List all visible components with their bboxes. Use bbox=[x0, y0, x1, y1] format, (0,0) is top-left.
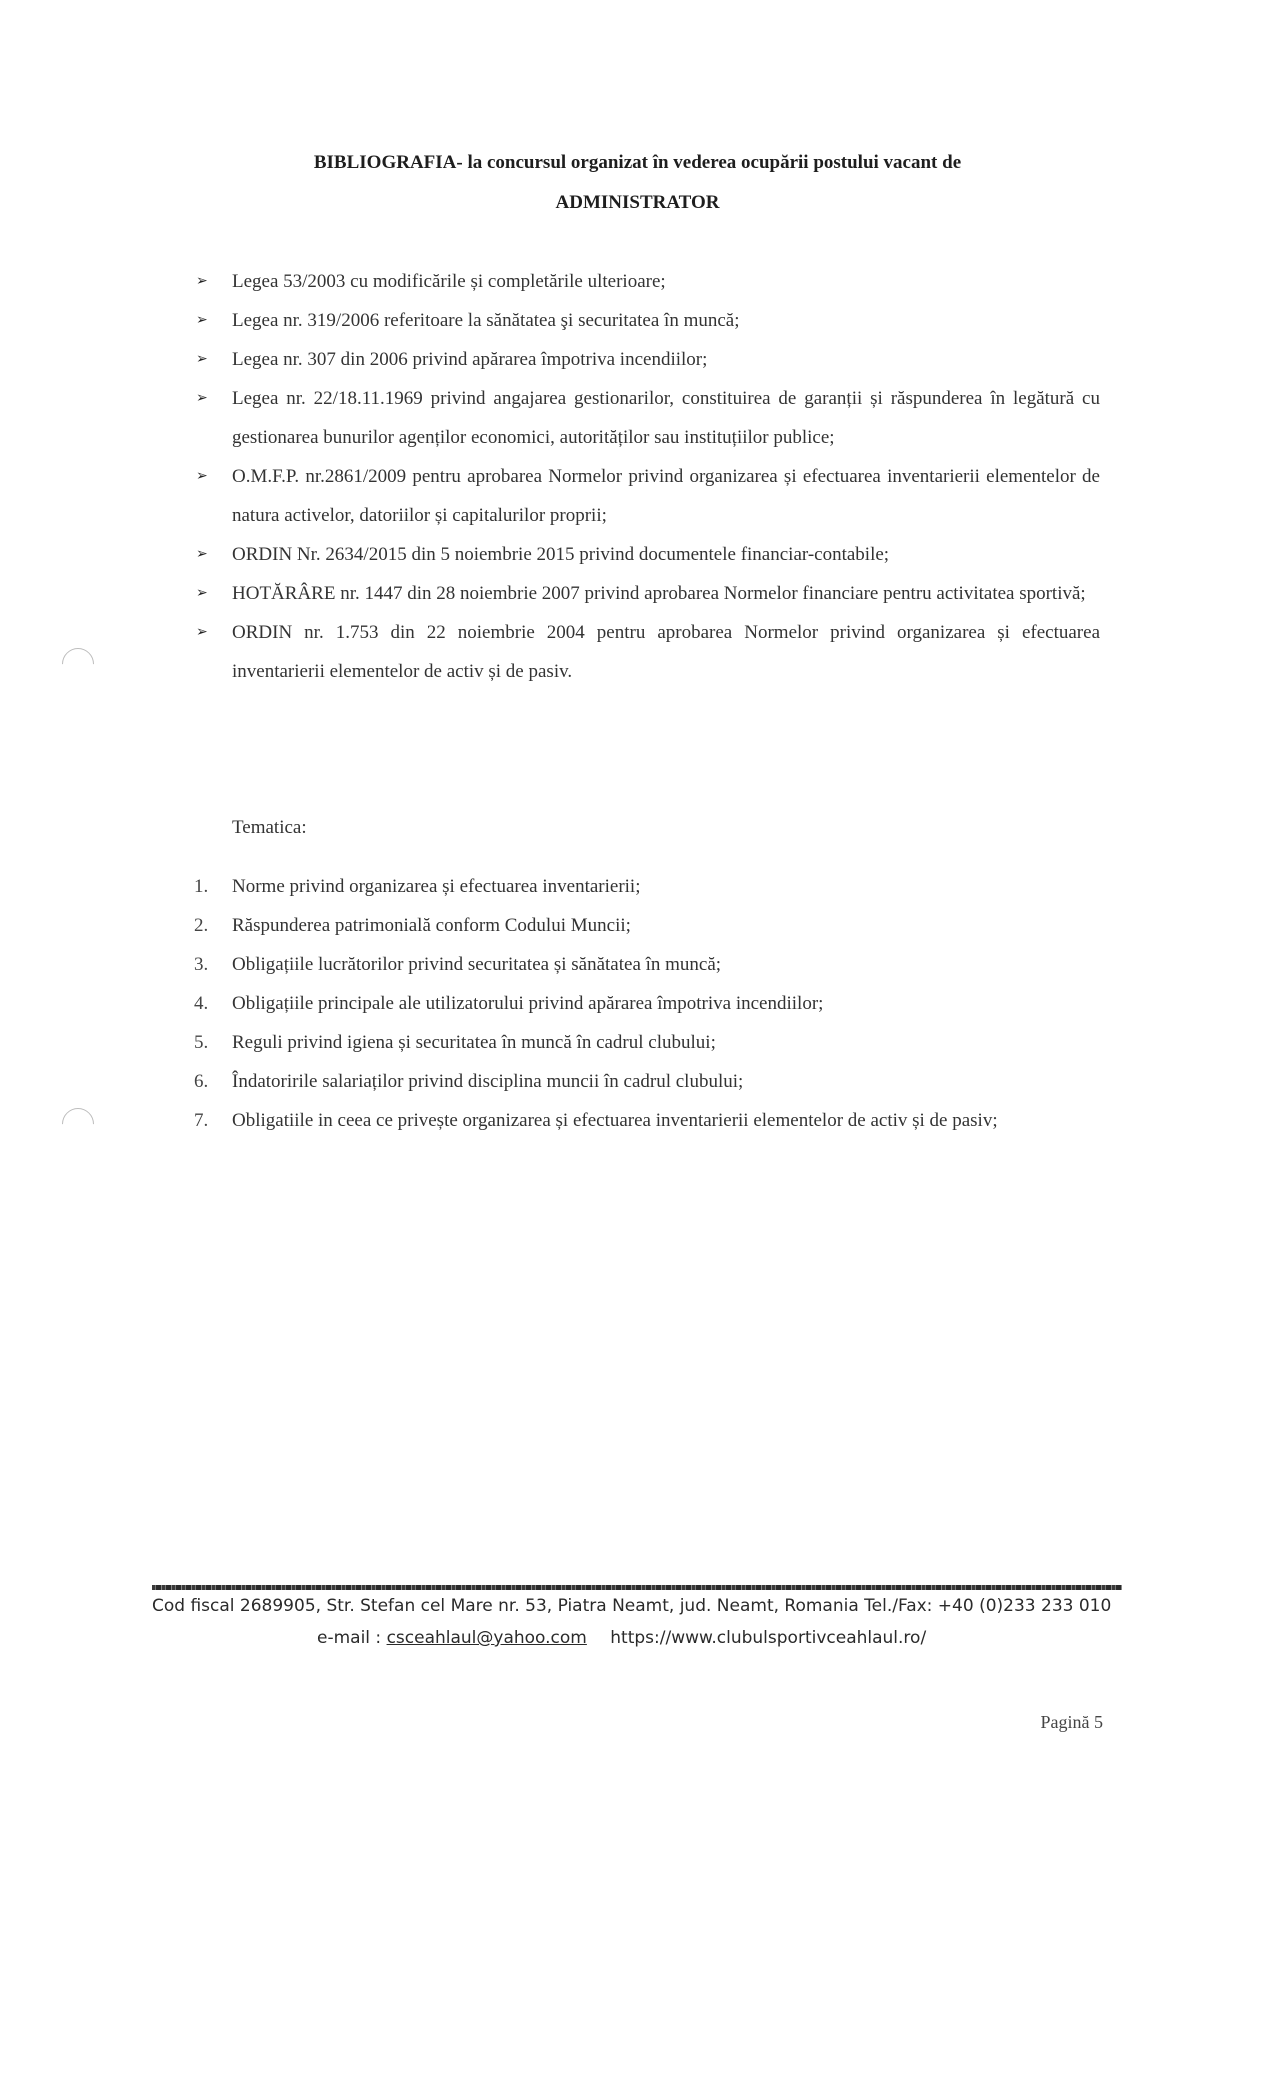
tematica-item: 7. Obligatiile in ceea ce privește organizarea și efectuarea inventarierii elementelor de activ și de pasiv; bbox=[194, 1101, 1100, 1140]
tematica-list bbox=[194, 867, 1100, 1140]
arrow-bullet-icon: ➢ bbox=[196, 390, 208, 406]
tematica-item: 2. Răspunderea patrimonială conform Codului Muncii; bbox=[194, 906, 1100, 945]
email-label: e-mail : bbox=[317, 1628, 382, 1648]
title-line-1: BIBLIOGRAFIA- la concursul organizat în vederea ocupării postului vacant de bbox=[313, 152, 962, 173]
page-number: Pagină 5 bbox=[1040, 1712, 1103, 1732]
arrow-bullet-icon: ➢ bbox=[196, 351, 208, 367]
tematica-heading: Tematica: bbox=[232, 817, 307, 838]
bibliography-item: ➢ O.M.F.P. nr.2861/2009 pentru aprobarea Normelor privind organizarea și efectuarea inventarierii elementelor de natura activelor, datoriilor și capitalurilor proprii; bbox=[196, 457, 1100, 535]
arrow-bullet-icon: ➢ bbox=[196, 546, 208, 562]
item-number: 4. bbox=[194, 993, 209, 1014]
bibliography-item: ➢ ORDIN nr. 1.753 din 22 noiembrie 2004 pentru aprobarea Normelor privind organizarea și efectuarea inventarierii elementelor de activ și de pasiv. bbox=[196, 613, 1100, 691]
tematica-item: 3. Obligațiile lucrătorilor privind securitatea și sănătatea în muncă; bbox=[194, 945, 1100, 984]
title-line-2: ADMINISTRATOR bbox=[555, 192, 720, 213]
item-number: 6. bbox=[194, 1071, 209, 1092]
tematica-item: 5. Reguli privind igiena și securitatea în muncă în cadrul clubului; bbox=[194, 1023, 1100, 1062]
arrow-bullet-icon: ➢ bbox=[196, 468, 208, 484]
document-title bbox=[180, 143, 1095, 223]
bibliography-item: ➢ Legea 53/2003 cu modificările și completările ulterioare; bbox=[196, 262, 1100, 301]
tematica-item: 6. Îndatoririle salariaților privind disciplina muncii în cadrul clubului; bbox=[194, 1062, 1100, 1101]
item-number: 5. bbox=[194, 1032, 209, 1053]
footer-contact bbox=[152, 1626, 1122, 1650]
arrow-bullet-icon: ➢ bbox=[196, 585, 208, 601]
arrow-bullet-icon: ➢ bbox=[196, 312, 208, 328]
tematica-item: 4. Obligațiile principale ale utilizatorului privind apărarea împotriva incendiilor; bbox=[194, 984, 1100, 1023]
item-number: 3. bbox=[194, 954, 209, 975]
item-number: 2. bbox=[194, 915, 209, 936]
bibliography-item: ➢ Legea nr. 307 din 2006 privind apărarea împotriva incendiilor; bbox=[196, 340, 1100, 379]
bibliography-item: ➢ ORDIN Nr. 2634/2015 din 5 noiembrie 2015 privind documentele financiar-contabile; bbox=[196, 535, 1100, 574]
bibliography-item: ➢ HOTĂRÂRE nr. 1447 din 28 noiembrie 2007 privind aprobarea Normelor financiare pentru activitatea sportivă; bbox=[196, 574, 1100, 613]
bibliography-list bbox=[196, 262, 1100, 691]
punch-hole-mark bbox=[55, 641, 100, 686]
arrow-bullet-icon: ➢ bbox=[196, 624, 208, 640]
footer-divider bbox=[152, 1585, 1122, 1590]
website-link[interactable]: https://www.clubulsportivceahlaul.ro/ bbox=[610, 1628, 927, 1648]
footer bbox=[152, 1594, 1122, 1650]
bibliography-item: ➢ Legea nr. 319/2006 referitoare la sănătatea şi securitatea în muncă; bbox=[196, 301, 1100, 340]
item-number: 7. bbox=[194, 1110, 209, 1131]
footer-address: Cod fiscal 2689905, Str. Stefan cel Mare nr. 53, Piatra Neamt, jud. Neamt, Romania Tel./Fax: +40 (0)233 233 010 bbox=[152, 1596, 1112, 1616]
bibliography-item: ➢ Legea nr. 22/18.11.1969 privind angajarea gestionarilor, constituirea de garanții și răspunderea în legătură cu gestionarea bunurilor agenților economici, autorităților sau instituțiilor publice; bbox=[196, 379, 1100, 457]
punch-hole-mark bbox=[55, 1101, 100, 1146]
tematica-item: 1. Norme privind organizarea și efectuarea inventarierii; bbox=[194, 867, 1100, 906]
arrow-bullet-icon: ➢ bbox=[196, 273, 208, 289]
email-link[interactable]: csceahlaul@yahoo.com bbox=[386, 1628, 587, 1648]
item-number: 1. bbox=[194, 876, 209, 897]
